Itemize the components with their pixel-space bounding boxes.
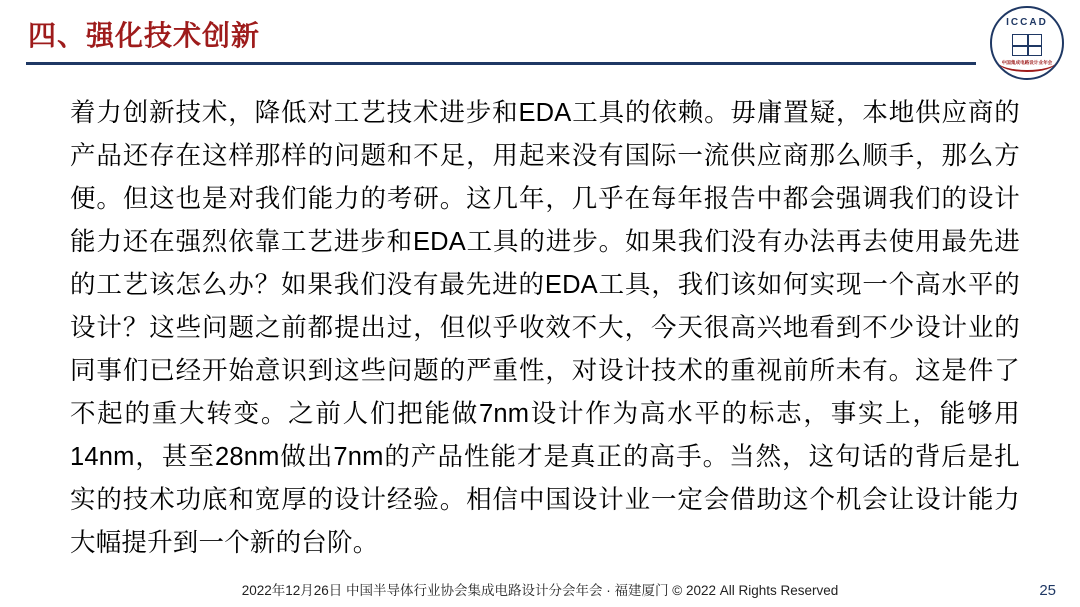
footer-text: 2022年12月26日 中国半导体行业协会集成电路设计分会年会 · 福建厦门 © 2022 All Rights Reserved <box>241 583 839 598</box>
iccad-logo <box>990 6 1064 80</box>
page-title: 四、强化技术创新 <box>28 20 261 51</box>
title-divider <box>26 62 976 65</box>
page-number: 25 <box>1039 582 1056 599</box>
logo-inner-circle <box>994 10 1060 76</box>
logo-letters: ICCAD <box>1006 17 1048 28</box>
slide-body-text: 着力创新技术，降低对工艺技术进步和EDA工具的依赖。毋庸置疑，本地供应商的产品还存在这样那样的问题和不足，用起来没有国际一流供应商那么顺手，那么方便。但这也是对我们能力的考研。这几年，几乎在每年报告中都会强调我们的设计能力还在强烈依靠工艺进步和EDA工具的进步。如果我们没有办法再去使用最先进的工艺该怎么办？如果我们没有最先进的EDA工具，我们该如何实现一个高水平的设计？这些问题之前都提出过，但似乎收效不大，今天很高兴地看到不少设计业的同事们已经开始意识到这些问题的严重性，对设计技术的重视前所未有。这是件了不起的重大转变。之前人们把能做7nm设计作为高水平的标志，事实上，能够用14nm，甚至28nm做出7nm的产品性能才是真正的高手。当然，这句话的背后是扎实的技术功底和宽厚的设计经验。相信中国设计业一定会借助这个机会让设计能力大幅提升到一个新的台阶。 <box>70 99 1020 557</box>
logo-band-text: 中国集成电路设计业年会 <box>1001 60 1053 66</box>
